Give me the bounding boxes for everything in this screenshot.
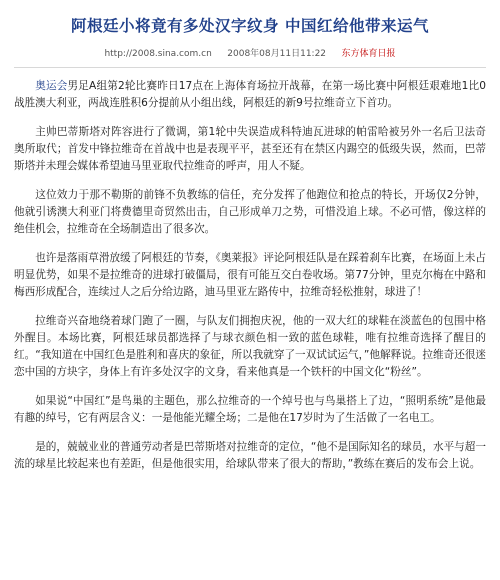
paragraph-4: 也许是落雨草滑放缓了阿根廷的节奏，《奥莱报》评论阿根廷队是在踩着刹车比赛，在场面上未占明显优势，如果不是拉维奇的进球打破僵局，很有可能互交白卷收场。第77分钟，里克尔梅在中路和梅西形成配合，连续过人之后分给边路，迪马里亚左路传中，拉维奇轻松推射，球进了！ [14,252,486,298]
paragraph-6: 如果说“中国红”是鸟巢的主题色，那么拉维奇的一个绰号也与鸟巢搭上了边，“照明系统”是他最有趣的绰号，它有两层含义：一是他能光耀全场；二是他在17岁时为了生活做了一名电工。 [14,395,486,424]
title-divider [14,67,486,68]
paragraph-3: 这位效力于那不勒斯的前锋不负教练的信任，充分发挥了他跑位和抢点的特长，开场仅2分钟，他就引诱澳大利亚门将费德里奇贸然出击，自己形成单刀之势，可惜没追上球。不必可惜，像这样的绝佳机会，拉维奇在全场制造出了很多次。 [14,189,486,235]
paragraph-7: 是的，兢兢业业的普通劳动者是巴蒂斯塔对拉维奇的定位，“他不是国际知名的球员，水平与超一流的球星比较起来也有差距，但是他很实用，给球队带来了很大的帮助，”教练在赛后的发布会上说。 [14,441,486,470]
article-meta [14,46,486,59]
paragraph-1 [14,78,486,112]
article-title: 阿根廷小将竟有多处汉字纹身 中国红给他带来运气 [71,17,429,35]
publish-datetime: 2008年08月11日11:22 [227,49,327,59]
paragraph-text: 男足A组第2轮比赛昨日17点在上海体育场拉开战幕，在第一场比赛中阿根廷艰难地1比0战胜澳大利亚，两战连胜积6分提前从小组出线，阿根廷的新9号拉维奇立下首功。 [14,80,487,109]
meta-separator [217,49,223,59]
source-name: 东方体育日报 [341,49,396,59]
meta-separator [331,49,337,59]
article-body [14,78,486,473]
paragraph-5: 拉维奇兴奋地绕着球门跑了一圈，与队友们拥抱庆祝，他的一双大红的球鞋在淡蓝色的包围中格外醒目。本场比赛，阿根廷球员都选择了与球衣颜色相一致的蓝色球鞋，唯有拉维奇选择了醒目的红。“我知道在中国红色是胜利和喜庆的象征，所以我就穿了一双试试运气，”他解释说。拉维奇还很迷恋中国的方块字，身体上有许多处汉字的文身，看来他真是一个铁杆的中国文化“粉丝”。 [14,315,486,378]
source-url-link[interactable]: http://2008.sina.com.cn [104,49,212,59]
olympics-link[interactable]: 奥运会 [35,80,68,92]
paragraph-2: 主帅巴蒂斯塔对阵容进行了微调，第1轮中失误造成科特迪瓦进球的帕雷哈被另外一名后卫法奇奥所取代；首发中锋拉维奇在首战中也是表现平平，甚至还有在禁区内踢空的低级失误，然而，巴蒂斯塔并未理会媒体希望迪马里亚取代拉维奇的呼声，用人不疑。 [14,126,486,172]
